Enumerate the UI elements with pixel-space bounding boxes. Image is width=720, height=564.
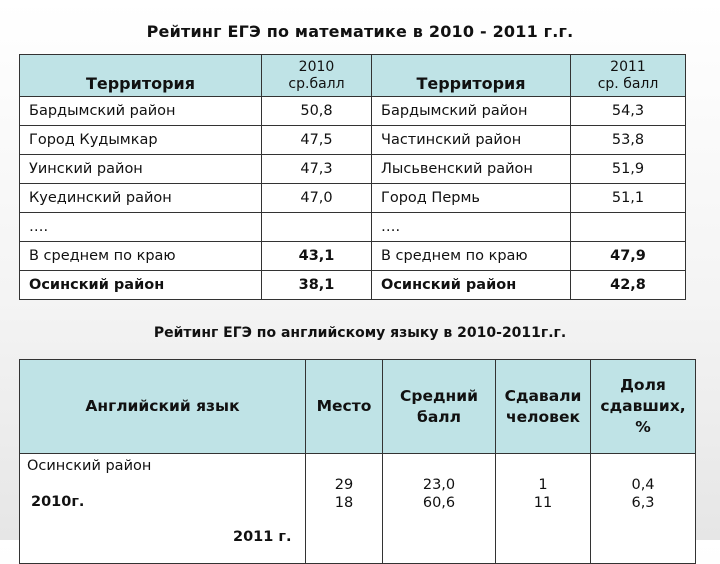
header-territory-right: Территория [372, 55, 571, 97]
header-2010 [262, 55, 372, 97]
place-2011: 18 [334, 495, 354, 511]
place-2010: 29 [334, 477, 354, 493]
header-territory-left: Территория [20, 55, 262, 97]
score-2011: 53,8 [571, 126, 686, 155]
share-2011: 6,3 [631, 495, 655, 511]
english-rating-title: Рейтинг ЕГЭ по английскому языку в 2010-2011г.г. [153, 325, 567, 341]
left-territory: …. [20, 213, 262, 242]
table-row-osinsky [20, 271, 686, 300]
place-cell [306, 454, 383, 564]
table-row [20, 454, 696, 564]
share-cell [591, 454, 696, 564]
score-2010: 38,1 [262, 271, 372, 300]
header-2010-unit: ср.балл [288, 75, 345, 92]
header-place: Место [306, 360, 383, 454]
table-row-average [20, 242, 686, 271]
score-2010: 43,1 [262, 242, 372, 271]
score-2011 [571, 213, 686, 242]
header-2011-unit: ср. балл [597, 75, 659, 92]
year-2011-label: 2011 г. [233, 529, 292, 545]
year-2010-label: 2010г. [31, 494, 85, 510]
header-2011-year: 2011 [610, 58, 646, 75]
header-average: Средний балл [383, 360, 496, 454]
right-territory: Лысьвенский район [372, 155, 571, 184]
score-2011: 42,8 [571, 271, 686, 300]
left-territory: В среднем по краю [20, 242, 262, 271]
left-territory: Уинский район [20, 155, 262, 184]
average-cell [383, 454, 496, 564]
header-passed: Сдавали человек [496, 360, 591, 454]
right-territory: В среднем по краю [372, 242, 571, 271]
passed-cell [496, 454, 591, 564]
math-rating-table [19, 54, 686, 300]
math-rating-title: Рейтинг ЕГЭ по математике в 2010 - 2011 г.г. [146, 22, 574, 41]
table-header-row [20, 360, 696, 454]
right-territory: Частинский район [372, 126, 571, 155]
score-2011: 51,1 [571, 184, 686, 213]
district-cell [20, 454, 306, 564]
table-row [20, 155, 686, 184]
table-row [20, 126, 686, 155]
english-rating-table [19, 359, 696, 564]
average-2010: 23,0 [422, 477, 456, 493]
score-2011: 47,9 [571, 242, 686, 271]
table-row [20, 213, 686, 242]
score-2010 [262, 213, 372, 242]
header-2010-year: 2010 [298, 58, 335, 75]
passed-2011: 11 [533, 495, 553, 511]
header-share: Доля сдавших, % [591, 360, 696, 454]
right-territory: Осинский район [372, 271, 571, 300]
table-row [20, 184, 686, 213]
header-subject: Английский язык [20, 360, 306, 454]
header-2011 [571, 55, 686, 97]
left-territory: Осинский район [20, 271, 262, 300]
table-row [20, 97, 686, 126]
score-2010: 47,0 [262, 184, 372, 213]
score-2010: 47,3 [262, 155, 372, 184]
score-2011: 54,3 [571, 97, 686, 126]
table-header-row [20, 55, 686, 97]
left-territory: Город Кудымкар [20, 126, 262, 155]
district-name: Осинский район [27, 458, 152, 474]
right-territory: Бардымский район [372, 97, 571, 126]
share-2010: 0,4 [631, 477, 655, 493]
average-2011: 60,6 [422, 495, 456, 511]
left-territory: Куединский район [20, 184, 262, 213]
right-territory: Город Пермь [372, 184, 571, 213]
score-2011: 51,9 [571, 155, 686, 184]
score-2010: 50,8 [262, 97, 372, 126]
left-territory: Бардымский район [20, 97, 262, 126]
passed-2010: 1 [538, 477, 548, 493]
score-2010: 47,5 [262, 126, 372, 155]
right-territory: …. [372, 213, 571, 242]
